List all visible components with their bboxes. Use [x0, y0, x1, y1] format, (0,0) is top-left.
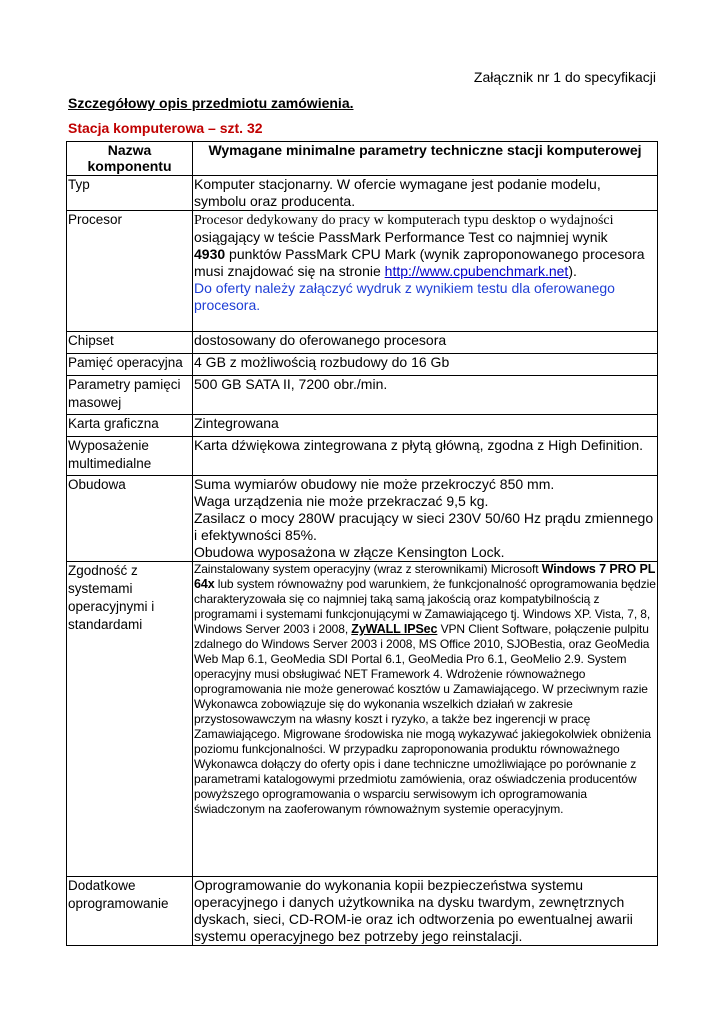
row-value-masowa: 500 GB SATA II, 7200 obr./min. [193, 376, 658, 415]
document-title: Szczegółowy opis przedmiotu zamówienia. [68, 95, 354, 111]
table-row [67, 332, 658, 354]
obudowa-line1: Suma wymiarów obudowy nie może przekroczyć 850 mm. [194, 476, 555, 492]
row-value-chipset: dostosowany do oferowanego procesora [193, 332, 658, 354]
row-name-chipset: Chipset [67, 332, 193, 354]
specification-table [66, 141, 658, 946]
table-header-row [67, 142, 658, 176]
zgodnosc-zywall: ZyWALL IPSec [351, 622, 438, 636]
table-row [67, 415, 658, 437]
row-name-dodatkowe: Dodatkowe oprogramowanie [67, 877, 193, 946]
row-name-obudowa: Obudowa [67, 476, 193, 562]
row-name-multimedia: Wyposażenie multimedialne [67, 437, 193, 476]
zgodnosc-part3: VPN Client Software, połączenie pulpitu zdalnego do Windows Server 2003 i 2008, MS Office 2010, SJOBestia, oraz GeoMedia Web Map 6.1, GeoMedia SDI Portal 6.1, GeoMedia Pro 6.1, GeoMelio 2.9. System operacyjny musi obsługiwać NET Framework 4. Wdrożenie równoważnego oprogramowania nie może generować kosztów u Zamawiającego. W przeciwnym razie Wykonawca zobowiązuje się do wykonania wszelkich działań w zakresie przystosowawczym na własny koszt i ryzyko, a także bez ingerencji w pracę Zamawiającego. Migrowane środowiska nie mogą wykazywać jakiegokolwiek obniżenia poziomu funkcjonalności. W przypadku zaproponowania produktu równoważnego Wykonawca dołączy do oferty opis i dane techniczne umożliwiające po porównanie z parametrami katalogowymi przedmiotu zamówienia, oraz oświadczenia producentów powyższego oprogramowania o wsparciu serwisowym ich oprogramowania świadczonym na zaoferowanym równoważnym systemie operacyjnym. [194, 622, 651, 816]
procesor-line3: punktów PassMark CPU Mark (wynik zaproponowanego procesora musi znajdować się na stronie [194, 246, 645, 279]
procesor-line1: Procesor dedykowany do pracy w komputerach typu desktop o wydajności [194, 213, 614, 228]
row-value-typ: Komputer stacjonarny. W ofercie wymagane jest podanie modelu, symbolu oraz producenta. [193, 176, 658, 211]
zgodnosc-windows: Windows 7 PRO PL 64x [194, 562, 656, 591]
procesor-score: 4930 [194, 246, 226, 262]
procesor-line2: osiągający w teście PassMark Performance Test co najmniej wynik [194, 229, 608, 245]
document-subtitle: Stacja komputerowa – szt. 32 [68, 120, 263, 136]
table-row [67, 476, 658, 562]
obudowa-line4: Obudowa wyposażona w złącze Kensington Lock. [194, 544, 505, 560]
row-value-multimedia: Karta dźwiękowa zintegrowana z płytą główną, zgodna z High Definition. [193, 437, 658, 476]
obudowa-line3: Zasilacz o mocy 280W pracujący w sieci 230V 50/60 Hz prądu zmiennego i efektywności 85%. [194, 510, 654, 543]
col-header-component: Nazwa komponentu [67, 142, 193, 176]
row-name-pamiec: Pamięć operacyjna [67, 354, 193, 376]
table-row [67, 176, 658, 211]
procesor-note: Do oferty należy załączyć wydruk z wynikiem testu dla oferowanego procesora. [194, 280, 615, 313]
table-row [67, 376, 658, 415]
table-row [67, 562, 658, 877]
table-row [67, 211, 658, 332]
cpubenchmark-link[interactable]: http://www.cpubenchmark.net [384, 263, 569, 279]
table-row [67, 437, 658, 476]
row-name-typ: Typ [67, 176, 193, 211]
table-row [67, 877, 658, 946]
appendix-label: Załącznik nr 1 do specyfikacji [473, 69, 656, 85]
procesor-link-after: ). [568, 263, 577, 279]
zgodnosc-part1: Zainstalowany system operacyjny (wraz z sterownikami) Microsoft [194, 562, 542, 576]
row-name-zgodnosc: Zgodność z systemami operacyjnymi i standardami [67, 562, 193, 877]
row-value-obudowa [193, 476, 658, 562]
row-value-karta: Zintegrowana [193, 415, 658, 437]
row-value-pamiec: 4 GB z możliwością rozbudowy do 16 Gb [193, 354, 658, 376]
table-row [67, 354, 658, 376]
row-value-dodatkowe: Oprogramowanie do wykonania kopii bezpieczeństwa systemu operacyjnego i danych użytkownika na dysku twardym, zewnętrznych dyskach, sieci, CD-ROM-ie oraz ich odtworzenia po ewentualnej awarii systemu operacyjnego bez potrzeby jego reinstalacji. [193, 877, 658, 946]
row-value-procesor [193, 211, 658, 332]
row-name-procesor: Procesor [67, 211, 193, 332]
row-value-zgodnosc [193, 562, 658, 877]
row-name-karta: Karta graficzna [67, 415, 193, 437]
zgodnosc-part2: lub system równoważny pod warunkiem, że funkcjonalność oprogramowania będzie charakteryzowała się co najmniej taką samą jakością oraz kompatybilnością z programami i systemami funkcjonującymi w Zamawiającego tj. Windows XP. Vista, 7, 8, Windows Server 2003 i 2008, [194, 577, 656, 636]
col-header-parameters: Wymagane minimalne parametry techniczne stacji komputerowej [193, 142, 658, 176]
row-name-masowa: Parametry pamięci masowej [67, 376, 193, 415]
obudowa-line2: Waga urządzenia nie może przekraczać 9,5 kg. [194, 493, 489, 509]
